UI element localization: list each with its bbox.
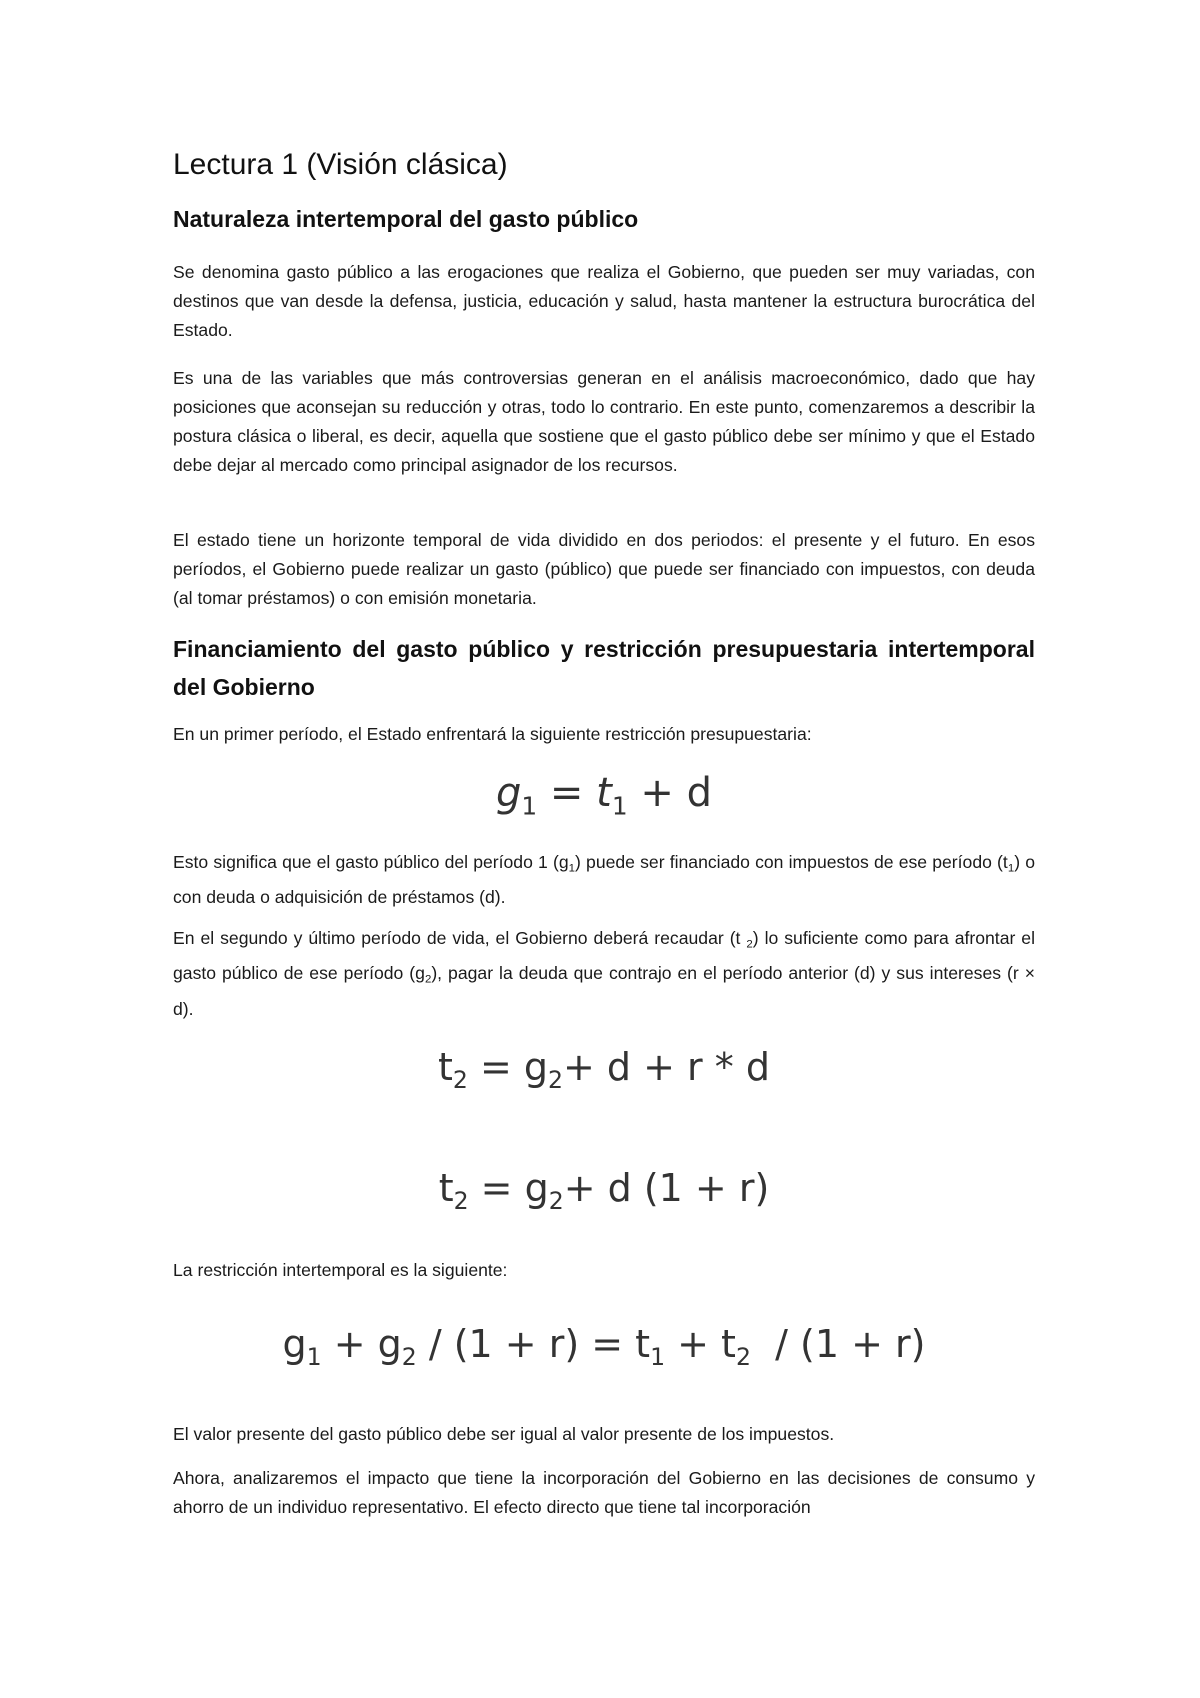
paragraph-second-period [173, 924, 1035, 1024]
formula-part: / (1 + r) = t [416, 1322, 651, 1366]
formula-budget-period-2-factored [173, 1166, 1035, 1215]
paragraph-intertemporal: La restricción intertemporal es la siguiente: [173, 1260, 508, 1280]
text-subscript: 1 [568, 862, 576, 875]
document-title: Lectura 1 (Visión clásica) [173, 148, 508, 181]
section-heading-financing: Financiamiento del gasto público y restricción presupuestaria intertemporal del Gobierno [173, 636, 1035, 700]
paragraph-present-value: El valor presente del gasto público debe ser igual al valor presente de los impuestos. [173, 1424, 835, 1444]
text-segment: En el segundo y último período de vida, el Gobierno deberá recaudar (t [173, 928, 747, 948]
text-segment: ) lo suficiente como para afrontar el gasto público de ese período (g [173, 928, 1035, 984]
text-segment: ), pagar la deuda que contrajo en el período anterior (d) y sus intereses (r × d). [173, 963, 1035, 1019]
formula-sub: 1 [611, 791, 628, 821]
formula-sub: 2 [453, 1187, 469, 1216]
formula-part: + g [321, 1322, 402, 1366]
paragraph-first-period: En un primer período, el Estado enfrentará la siguiente restricción presupuestaria: [173, 724, 812, 744]
formula-eq: = [537, 770, 597, 816]
formula-part: + t [665, 1322, 736, 1366]
formula-sub: 2 [452, 1066, 468, 1095]
formula-budget-period-2 [173, 1045, 1035, 1094]
paragraph-controversy: Es una de las variables que más controversias generan en el análisis macroeconómico, dado que hay posiciones que aconsejan su reducción y otras, todo lo contrario. En este punto, comenzaremos a describir la postura clásica o liberal, es decir, aquella que sostiene que el gasto público debe ser mínimo y que el Estado debe dejar al mercado como principal asignador de los recursos. [173, 368, 1035, 475]
paragraph-meaning [173, 848, 1035, 912]
formula-sub: 2 [548, 1187, 564, 1216]
formula-sub: 2 [548, 1066, 564, 1095]
paragraph-definition: Se denomina gasto público a las erogaciones que realiza el Gobierno, que pueden ser muy variadas, con destinos que van desde la defensa, justicia, educación y salud, hasta mantener la estructura burocrática del Estado. [173, 262, 1035, 340]
formula-sub: 1 [521, 791, 538, 821]
formula-rest: + d + r * d [563, 1045, 770, 1089]
formula-t: t [438, 1166, 454, 1210]
formula-eq: = g [467, 1045, 549, 1089]
text-segment: ) o con deuda o adquisición de préstamos (d). [173, 852, 1035, 908]
formula-t: t [438, 1045, 453, 1089]
formula-part: / (1 + r) [750, 1322, 926, 1366]
formula-budget-period-1 [173, 770, 1035, 821]
text-subscript: 2 [746, 938, 753, 951]
formula-g: g [496, 770, 522, 816]
section-heading-intertemporal: Naturaleza intertemporal del gasto público [173, 206, 639, 232]
text-subscript: 2 [424, 973, 432, 986]
formula-sub: 2 [401, 1343, 417, 1372]
text-segment: ) puede ser financiado con impuestos de ese período (t [575, 852, 1008, 872]
formula-intertemporal-restriction [173, 1322, 1035, 1371]
formula-g: g [282, 1322, 307, 1366]
text-segment: Esto significa que el gasto público del período 1 (g [173, 852, 569, 872]
formula-t: t [596, 770, 612, 816]
text-subscript: 1 [1007, 862, 1015, 875]
formula-sub: 1 [650, 1343, 666, 1372]
formula-rest: + d [627, 770, 712, 816]
formula-sub: 1 [306, 1343, 322, 1372]
formula-rest: + d (1 + r) [563, 1166, 770, 1210]
paragraph-periods: El estado tiene un horizonte temporal de vida dividido en dos periodos: el presente y el futuro. En esos períodos, el Gobierno puede realizar un gasto (público) que puede ser financiado con impuestos, con deuda (al tomar préstamos) o con emisión monetaria. [173, 530, 1035, 608]
paragraph-analysis: Ahora, analizaremos el impacto que tiene la incorporación del Gobierno en las decisiones de consumo y ahorro de un individuo representativo. El efecto directo que tiene tal incorporación [173, 1468, 1035, 1517]
formula-eq: = g [468, 1166, 549, 1210]
formula-sub: 2 [735, 1343, 751, 1372]
